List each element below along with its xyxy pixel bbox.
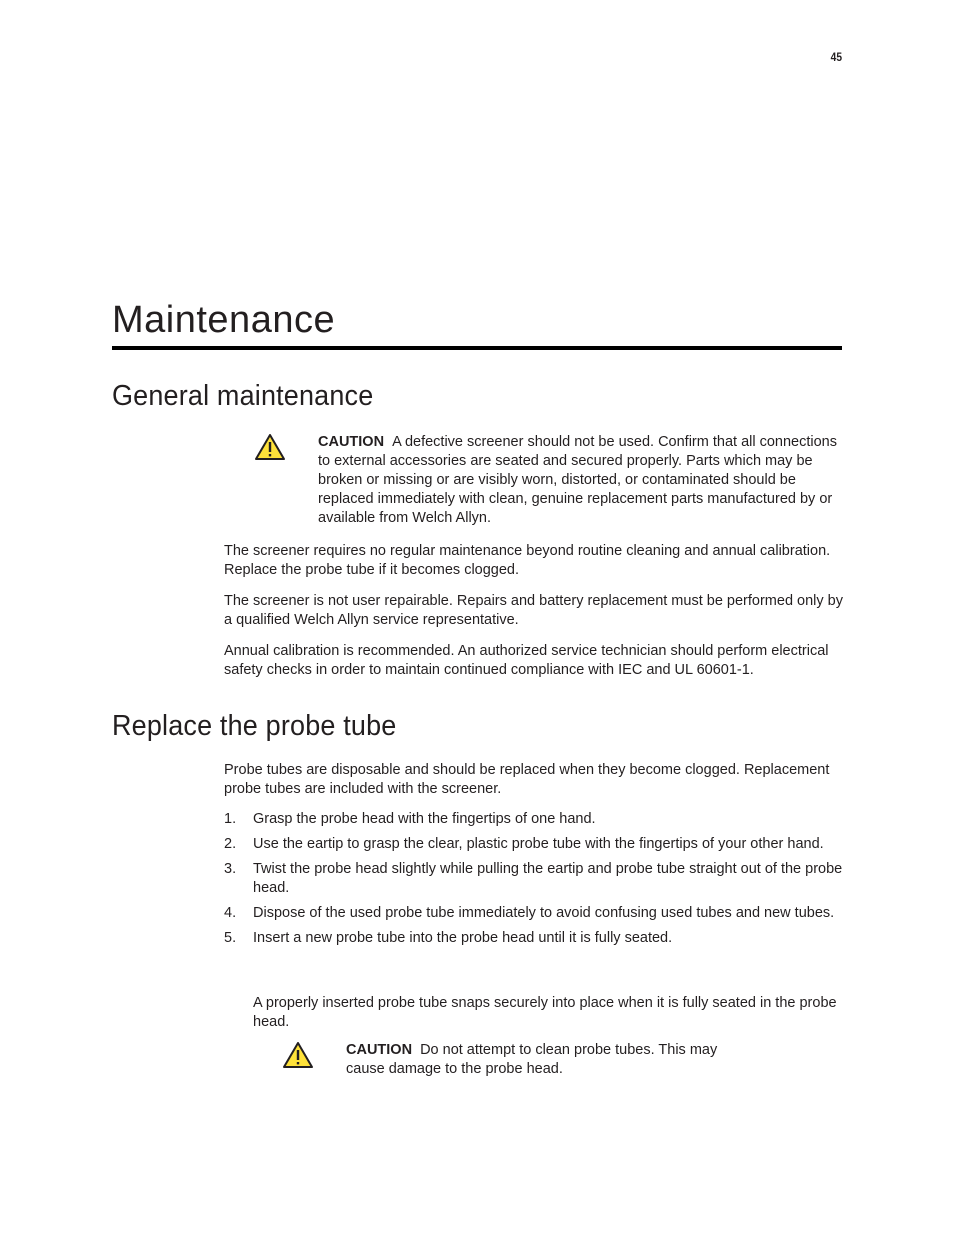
warning-triangle-icon <box>282 1041 314 1069</box>
caution-box-general <box>254 433 844 529</box>
step-text: Grasp the probe head with the fingertips of one hand. <box>253 811 596 827</box>
section-heading-replace-probe-tube: Replace the probe tube <box>112 710 397 742</box>
step-item <box>224 904 844 923</box>
step-text: Use the eartip to grasp the clear, plastic probe tube with the fingertips of your other hand. <box>253 836 824 852</box>
step-number: 2. <box>224 836 237 852</box>
step-text: Twist the probe head slightly while pulling the eartip and probe tube straight out of the probe head. <box>253 861 843 896</box>
step-text: Dispose of the used probe tube immediately to avoid confusing used tubes and new tubes. <box>253 905 835 921</box>
page-number: 45 <box>830 50 842 64</box>
caution-message: A defective screener should not be used. Confirm that all connections to external accessories are seated and secured properly. Parts which may be broken or missing or are visibly worn, distorted, or contaminated should be replaced immediately with clean, genuine replacement parts manufactured by or available from Welch Allyn. <box>318 434 837 526</box>
step-item <box>224 860 844 898</box>
caution-message: Do not attempt to clean probe tubes. This may cause damage to the probe head. <box>346 1042 718 1077</box>
paragraph-maintenance-1: The screener requires no regular maintenance beyond routine cleaning and annual calibration. Replace the probe tube if it becomes clogged. <box>224 543 831 578</box>
section-heading-general-maintenance: General maintenance <box>112 380 374 412</box>
chapter-rule <box>112 346 842 350</box>
step-number: 4. <box>224 905 237 921</box>
chapter-title: Maintenance <box>112 299 336 341</box>
caution-text-probe <box>346 1041 756 1079</box>
paragraph-maintenance-3: Annual calibration is recommended. An authorized service technician should perform electrical safety checks in order to maintain continued compliance with IEC and UL 60601-1. <box>224 643 829 678</box>
step-item <box>224 835 844 854</box>
steps-list <box>224 810 844 954</box>
caution-text-general <box>318 433 844 528</box>
warning-triangle-icon <box>254 433 286 461</box>
step-note: A properly inserted probe tube snaps securely into place when it is fully seated in the probe head. <box>253 995 837 1030</box>
step-number: 1. <box>224 811 237 827</box>
step-text: Insert a new probe tube into the probe head until it is fully seated. <box>253 930 673 946</box>
paragraph-maintenance-2: The screener is not user repairable. Repairs and battery replacement must be performed only by a qualified Welch Allyn service representative. <box>224 593 843 628</box>
caution-label: CAUTION <box>346 1042 413 1058</box>
step-item <box>224 810 844 829</box>
step-number: 3. <box>224 861 237 877</box>
caution-label: CAUTION <box>318 434 385 450</box>
step-number: 5. <box>224 930 237 946</box>
caution-box-probe <box>282 1041 762 1081</box>
paragraph-replace-intro: Probe tubes are disposable and should be replaced when they become clogged. Replacement probe tubes are included with the screener. <box>224 762 830 797</box>
step-item <box>224 929 844 948</box>
